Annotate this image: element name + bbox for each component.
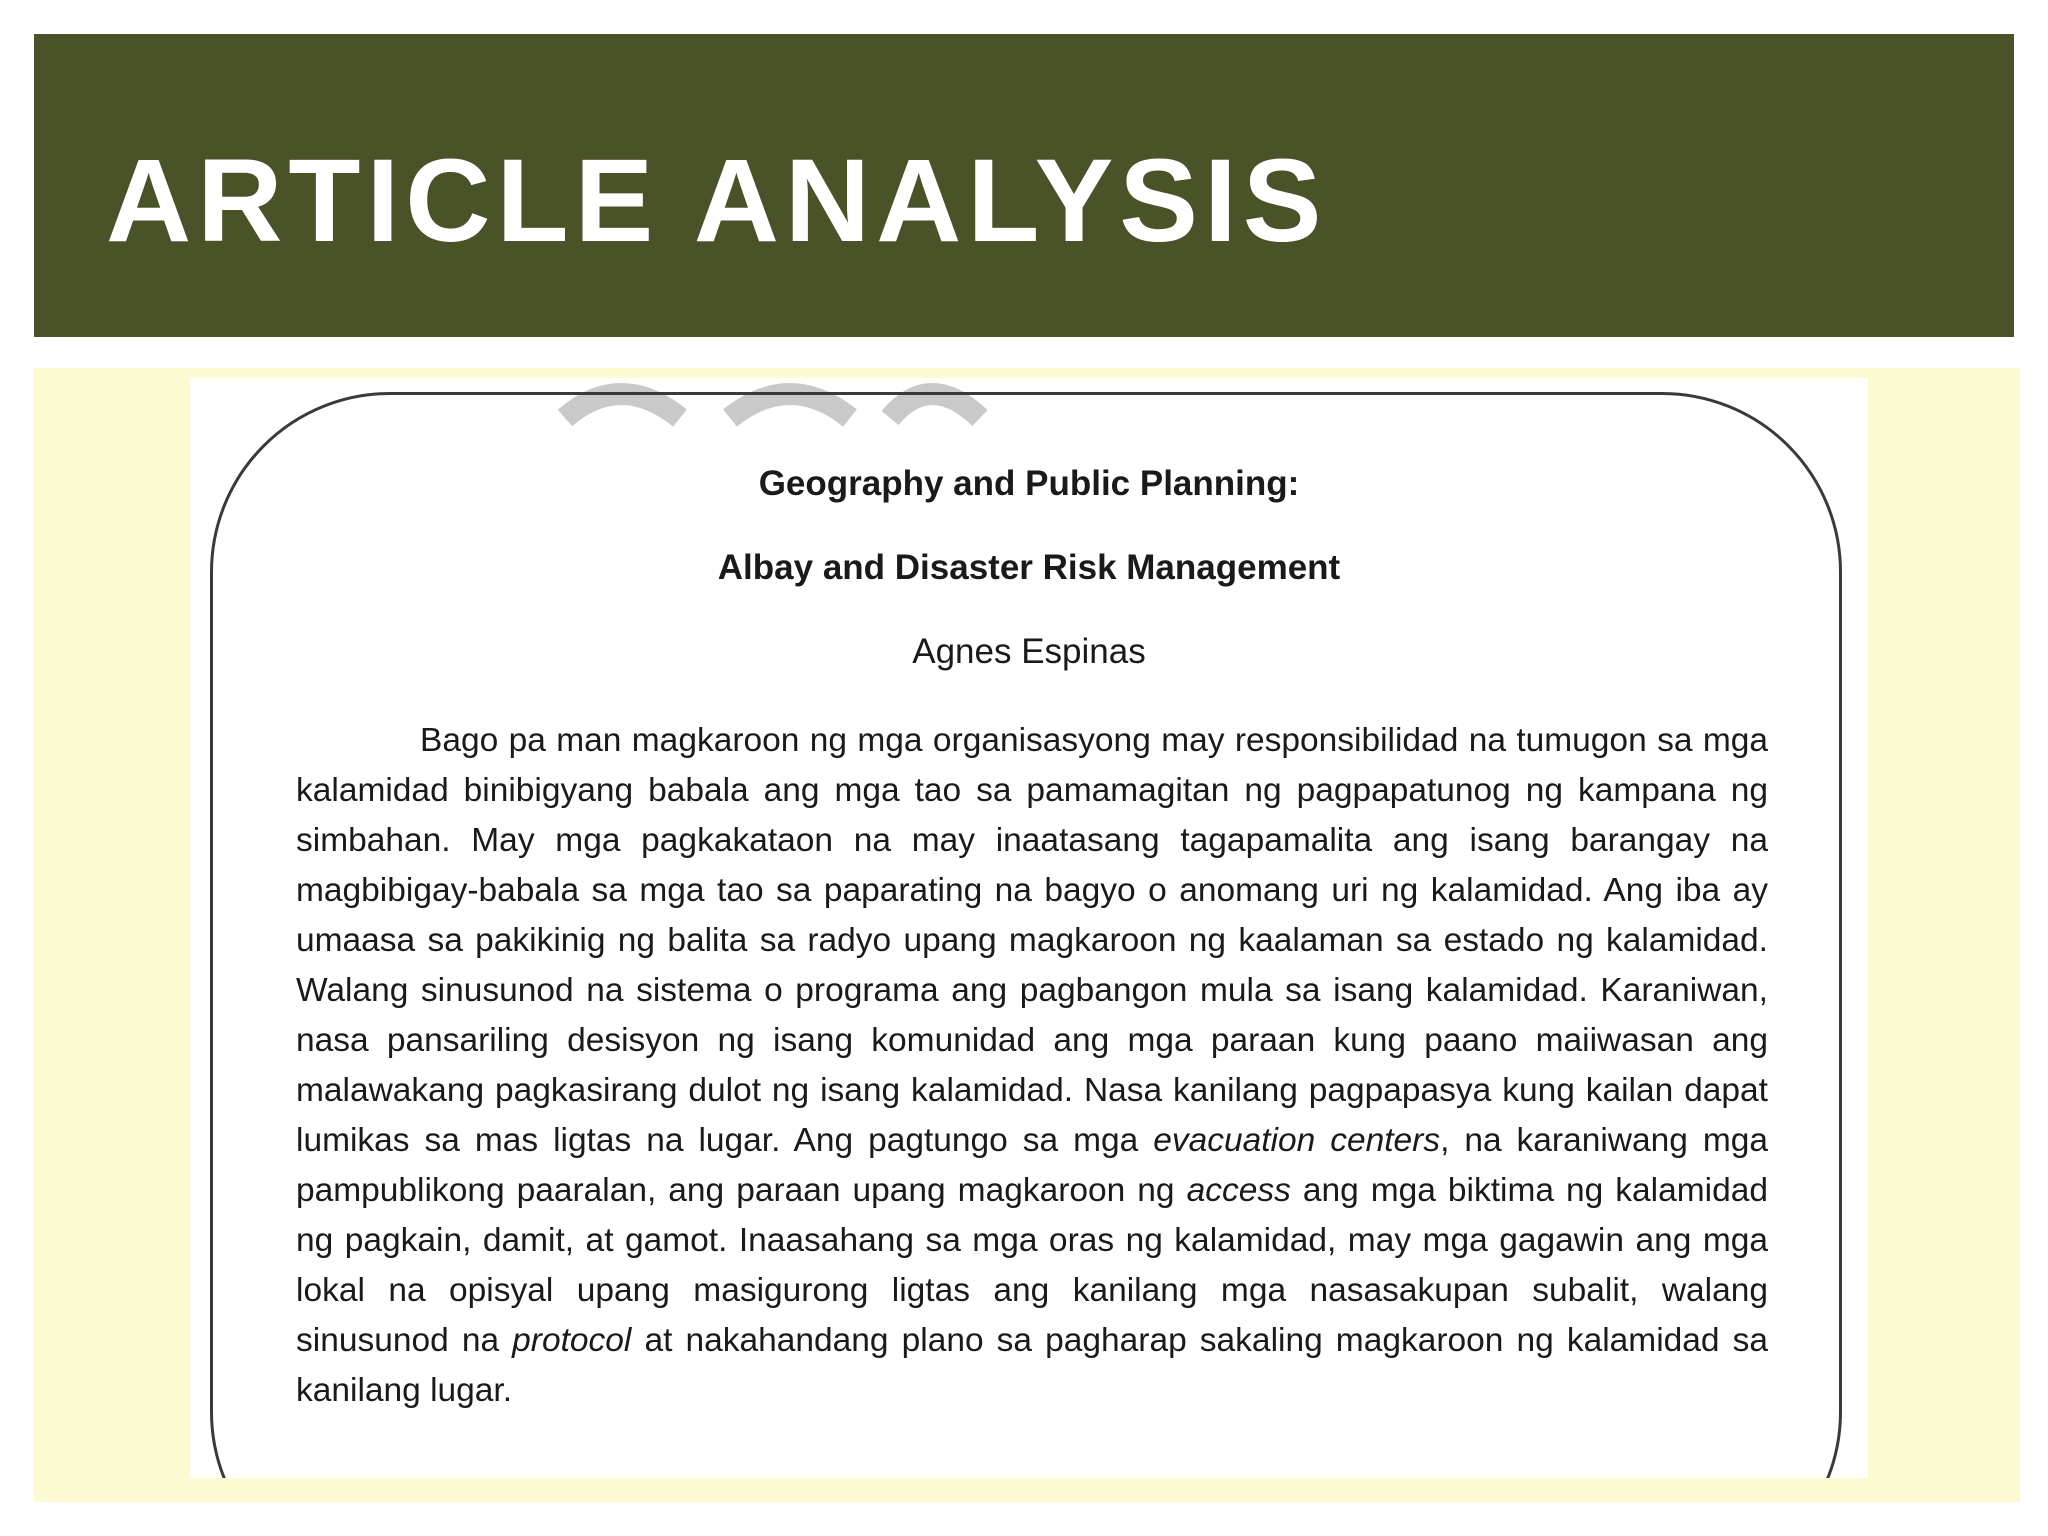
body-text-part-3: ang mga biktima ng kalamidad ng pagkain, damit, at gamot. Inaasahang sa mga oras ng kalamidad, may mga gagawin ang mga lokal na opisyal upang masigurong ligtas ang kanilang mga nasasakupan subalit, walang sinusunod na	[296, 1172, 1768, 1359]
article-heading-line-2: Albay and Disaster Risk Management	[717, 548, 1341, 587]
body-text-part-2: , na karaniwang mga pampublikong paaralan, ang paraan upang magkaroon ng	[296, 1122, 1769, 1209]
body-text-part-1: Bago pa man magkaroon ng mga organisasyong may responsibilidad na tumugon sa mga kalamidad binibigyang babala ang mga tao sa pamamagitan ng pagpapatunog ng kampana ng simbahan. May mga pagkakataon na may inaatasang tagapamalita ang isang barangay na magbibigay-babala sa mga tao sa paparating na bagyo o anomang uri ng kalamidad. Ang iba ay umaasa sa pakikinig ng balita sa radyo upang magkaroon ng kaalaman sa estado ng kalamidad. Walang sinusunod na sistema o programa ang pagbangon mula sa isang kalamidad. Karaniwan, nasa pansariling desisyon ng isang komunidad ang mga paraan kung paano maiiwasan ang malawakang pagkasirang dulot ng isang kalamidad. Nasa kanilang pagpapasya kung kailan dapat lumikas sa mas ligtas na lugar. Ang pagtungo sa mga	[296, 722, 1768, 1159]
slide-title: ARTICLE ANALYSIS	[106, 135, 1328, 267]
body-text-part-4: at nakahandang plano sa pagharap sakaling magkaroon ng kalamidad sa kanilang lugar.	[296, 1322, 1769, 1409]
article-heading-line-1: Geography and Public Planning:	[758, 464, 1300, 503]
article-body	[296, 716, 1768, 1416]
body-italic-evacuation-centers: evacuation centers	[1153, 1122, 1441, 1159]
title-bar	[34, 34, 2014, 337]
body-italic-access: access	[1186, 1172, 1291, 1209]
body-italic-protocol: protocol	[512, 1322, 632, 1359]
article-author: Agnes Espinas	[912, 632, 1146, 671]
article-scan	[190, 378, 1868, 1478]
